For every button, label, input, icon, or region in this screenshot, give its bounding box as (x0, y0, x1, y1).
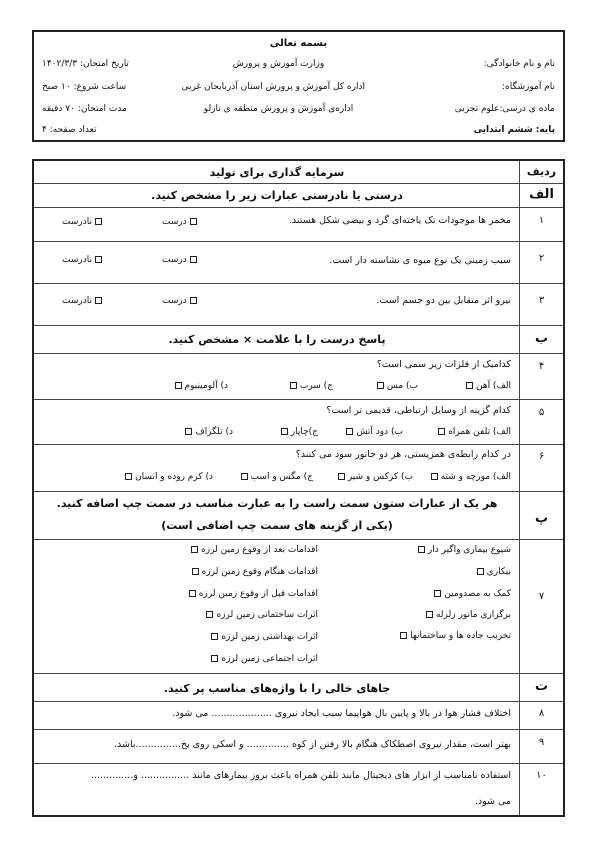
question-text: کدامیک از فلزات زیر سمی است؟ (376, 359, 511, 370)
match-right-item[interactable]: تخریب جاده ها و ساختمانها (397, 631, 511, 641)
option-a[interactable]: الف) مورچه و شته (428, 472, 511, 482)
start-time: ساعت شروع: ۱۰ صبح (42, 82, 127, 92)
match-left-item[interactable]: اقدامات بعد از وقوع زمین لرزه (188, 545, 318, 555)
ministry: وزارت آموزش و پرورش (232, 59, 325, 69)
section-instruction-b: پاسخ درست را با علامت × مشخص کنید. (168, 333, 386, 346)
exam-date: تاریخ امتحان: ۱۴۰۲/۳/۳ (42, 59, 129, 69)
question-number: ۹ (538, 737, 545, 748)
subject: ماده ی درسی:علوم تجربی (454, 104, 555, 114)
section-instruction-c: هر یک از عبارات ستون سمت راست را به عبارت مناسب در سمت چپ اضافه کنید. (56, 497, 498, 510)
question-number: ۱ (538, 215, 545, 226)
question-number: ۳ (538, 295, 545, 306)
true-option[interactable]: درست (162, 255, 197, 265)
question-text[interactable]: استفاده نامناسب از ابزار های دیجیتال مانند تلفن همراه باعث بروز بیمارهای مانند ................ و.............. (91, 770, 511, 781)
match-left-item[interactable]: اثرات اجتماعی زمین لرزه (208, 654, 318, 664)
question-text[interactable]: اختلاف فشار هوا در بالا و پایین بال هواپیما سبب ایجاد نیروی .................... می شود. (172, 708, 511, 719)
option-a[interactable]: الف) تلفن همراه (435, 427, 511, 437)
question-number: ۵ (538, 407, 545, 418)
option-d[interactable]: د) تلگراف (182, 427, 233, 437)
option-b[interactable]: ب) مس (374, 381, 418, 391)
question-number: ۱۰ (536, 770, 547, 781)
section-instruction-d: جاهای خالی را با واژه‌های مناسب پر کنید. (163, 682, 391, 695)
true-option[interactable]: درست (162, 296, 197, 306)
match-left-item[interactable]: اقدامات قبل از وقوع زمین لرزه (186, 589, 318, 599)
name-label: نام و نام خانوادگی: (483, 59, 555, 69)
match-right-item[interactable]: شیوع بیماری واگیر دار (415, 545, 511, 555)
col-header: ردیف (526, 165, 557, 178)
question-text: سیب زمینی یک نوع میوه ی نشاسته دار است. (329, 255, 511, 266)
option-d[interactable]: د) کرم روده و انسان (122, 472, 213, 482)
question-number: ۴ (538, 361, 545, 372)
match-left-item[interactable]: اقدامات هنگام وقوع زمین لرزه (189, 567, 318, 577)
grade: پایه: ششم ابتدایی (473, 125, 555, 135)
question-text: نیرو اثر متقابل بین دو جسم است. (376, 295, 511, 306)
true-option[interactable]: درست (162, 217, 197, 227)
false-option[interactable]: نادرست (62, 296, 102, 306)
match-left-item[interactable]: اثرات ساختمانی زمین لرزه (203, 610, 318, 620)
option-c[interactable]: ج)چاپار (278, 427, 318, 437)
district-office: اداره‌ی آموزش و پرورش منطقه ی نازلو (203, 104, 354, 114)
section-label-b: ب (534, 331, 549, 346)
question-text: مخمر ها موجودات تک یاخته‌ای گرد و بیضی شکل هستند. (288, 215, 511, 226)
section-label-d: ت (534, 679, 549, 694)
section-instruction-a: درستی یا نادرستی عبارات زیر را مشخص کنید. (151, 189, 403, 202)
option-b[interactable]: ب) دود آتش (343, 427, 403, 437)
match-left-item[interactable]: اثرات بهداشتی زمین لرزه (208, 632, 318, 642)
match-right-item[interactable]: بیکاری (474, 567, 511, 577)
question-text: در کدام رابطه‌ی همزیستی، هر دو جانور سود می کنند؟ (295, 449, 511, 460)
exam-title: سرمایه گذاری برای تولید (209, 166, 345, 179)
false-option[interactable]: نادرست (62, 217, 102, 227)
false-option[interactable]: نادرست (62, 255, 102, 265)
question-text-continued: می شود. (474, 796, 511, 807)
question-number: ۷ (538, 591, 545, 602)
duration: مدت امتحان: ۷۰ دقیقه (42, 104, 127, 114)
option-c[interactable]: ج) مگس و اسب (238, 472, 313, 482)
page-count: تعداد صفحه: ۴ (42, 125, 97, 135)
option-d[interactable]: د) آلومینیوم (172, 381, 228, 391)
question-text[interactable]: بهتر است، مقدار نیروی اصطکاک هنگام بالا رفتن از کوه .............. و اسکی روی یخ...............باشد. (114, 739, 511, 750)
match-right-item[interactable]: برگزاری مانور زلزله (423, 610, 511, 620)
section-label-c: پ (534, 511, 549, 526)
option-b[interactable]: ب) کرکس و شیر (335, 472, 413, 482)
exam-table (32, 159, 565, 817)
section-label-a: الف (529, 187, 554, 202)
province-office: اداره کل آموزش و پرورش استان آذربایجان غربی (181, 82, 365, 92)
match-right-item[interactable]: کمک به مصدومین (431, 589, 511, 599)
question-number: ۶ (538, 451, 545, 462)
question-number: ۸ (538, 708, 545, 719)
section-instruction-c-note: (یکی از گزینه های سمت چپ اضافی است) (161, 519, 393, 532)
exam-header (32, 30, 565, 142)
bismillah: بسمه تعالی (269, 38, 328, 49)
school-label: نام آموزشگاه: (502, 82, 555, 92)
question-number: ۲ (538, 253, 545, 264)
option-a[interactable]: الف) آهن (463, 381, 511, 391)
option-c[interactable]: ج) سرب (287, 381, 333, 391)
question-text: کدام گزینه از وسایل ارتباطی، قدیمی تر است؟ (326, 405, 511, 416)
